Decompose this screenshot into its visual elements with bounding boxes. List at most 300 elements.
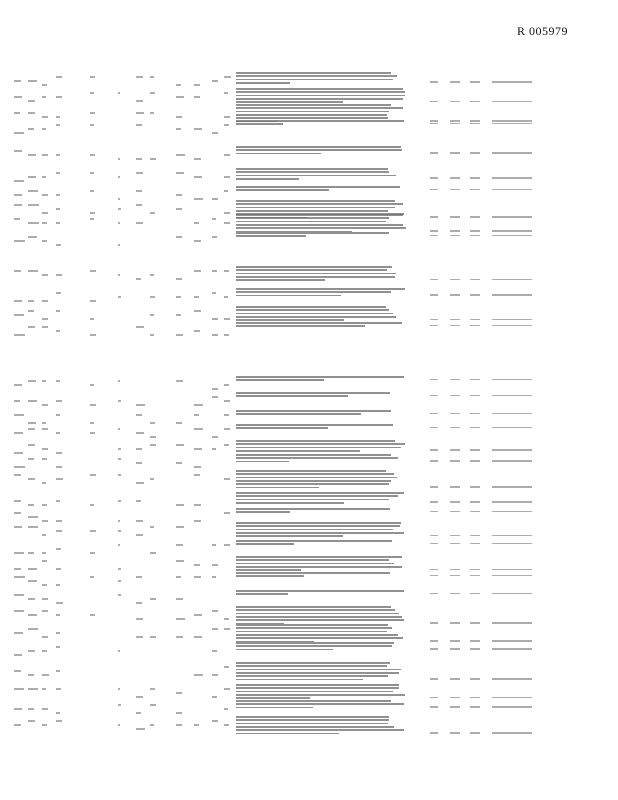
table-cell	[470, 622, 480, 624]
table-cell	[176, 618, 185, 620]
table-cell	[150, 274, 154, 276]
table-cell	[118, 580, 121, 582]
sequence-text-line	[236, 168, 388, 170]
table-cell	[212, 436, 218, 438]
table-cell	[56, 116, 60, 118]
table-cell	[56, 414, 60, 416]
table-cell	[90, 172, 94, 174]
table-cell	[136, 602, 142, 604]
table-cell	[136, 636, 143, 638]
table-cell	[42, 240, 47, 242]
table-cell	[194, 520, 201, 522]
table-cell	[224, 400, 230, 402]
table-cell	[224, 154, 230, 156]
table-cell	[28, 552, 34, 554]
sequence-text-line	[236, 88, 403, 90]
sequence-text-line	[236, 146, 401, 148]
table-cell	[430, 535, 438, 537]
table-cell	[28, 428, 35, 430]
table-cell	[56, 380, 60, 382]
table-cell	[430, 427, 438, 429]
table-cell	[14, 654, 22, 656]
table-cell	[56, 172, 60, 174]
table-cell	[430, 501, 438, 503]
sequence-text-line	[236, 410, 391, 412]
sequence-text-line	[236, 642, 394, 644]
table-cell	[470, 413, 480, 415]
table-cell	[212, 80, 218, 82]
table-cell	[28, 204, 39, 206]
table-cell	[450, 413, 460, 415]
table-cell	[430, 511, 438, 513]
table-cell	[56, 274, 62, 276]
table-cell	[90, 432, 95, 434]
table-cell	[450, 216, 460, 218]
table-cell	[90, 614, 95, 616]
table-cell	[136, 534, 143, 536]
sequence-text-line	[236, 522, 401, 524]
table-cell	[42, 326, 48, 328]
table-cell	[450, 460, 460, 462]
table-cell	[42, 688, 46, 690]
table-cell	[492, 101, 532, 103]
table-cell	[224, 76, 231, 78]
table-cell	[430, 189, 438, 191]
sequence-text-line	[236, 694, 405, 696]
table-cell	[28, 650, 35, 652]
sequence-text-line	[236, 117, 388, 119]
table-cell	[224, 124, 229, 126]
sequence-text-line	[236, 114, 387, 116]
table-cell	[430, 177, 438, 179]
table-cell	[14, 474, 21, 476]
table-cell	[470, 511, 480, 513]
table-cell	[56, 670, 60, 672]
table-cell	[194, 466, 201, 468]
sequence-text-line	[236, 291, 391, 293]
table-cell	[42, 552, 46, 554]
table-cell	[430, 123, 438, 125]
sequence-text-line	[236, 82, 290, 84]
table-cell	[118, 448, 121, 450]
table-cell	[14, 400, 20, 402]
table-cell	[176, 598, 183, 600]
table-cell	[42, 560, 47, 562]
table-cell	[176, 380, 183, 382]
sequence-text-line	[236, 566, 402, 568]
sequence-text-line	[236, 606, 391, 608]
table-cell	[470, 177, 480, 179]
table-cell	[150, 436, 156, 438]
table-cell	[136, 172, 143, 174]
sequence-text-line	[236, 691, 393, 693]
table-cell	[194, 564, 200, 566]
sequence-text-line	[236, 95, 405, 97]
sequence-text-line	[236, 616, 402, 618]
table-cell	[14, 632, 23, 634]
table-cell	[224, 296, 228, 298]
table-cell	[430, 152, 438, 154]
table-cell	[56, 76, 62, 78]
table-cell	[42, 504, 47, 506]
table-cell	[56, 712, 60, 714]
table-cell	[90, 124, 94, 126]
table-cell	[492, 413, 532, 415]
table-cell	[450, 569, 460, 571]
table-cell	[194, 474, 200, 476]
sequence-text-line	[236, 502, 344, 504]
table-cell	[430, 543, 438, 545]
table-cell	[42, 534, 46, 536]
sequence-text-line	[236, 543, 294, 545]
table-cell	[470, 81, 480, 83]
table-cell	[470, 235, 480, 237]
table-cell	[470, 593, 480, 595]
sequence-text-line	[236, 107, 403, 109]
sequence-text-line	[236, 593, 288, 595]
table-cell	[470, 395, 480, 397]
table-cell	[450, 294, 460, 296]
table-cell	[90, 576, 94, 578]
table-cell	[176, 462, 182, 464]
table-cell	[450, 706, 460, 708]
table-cell	[14, 112, 20, 114]
table-cell	[14, 724, 21, 726]
table-cell	[194, 674, 203, 676]
table-cell	[492, 486, 532, 488]
sequence-text-line	[236, 726, 394, 728]
table-cell	[430, 413, 438, 415]
sequence-text-line	[236, 75, 397, 77]
table-cell	[492, 511, 532, 513]
table-cell	[150, 478, 154, 480]
table-cell	[56, 124, 60, 126]
table-cell	[42, 610, 48, 612]
sequence-text-line	[236, 91, 405, 93]
sequence-text-line	[236, 235, 306, 237]
table-cell	[90, 504, 94, 506]
sequence-text-line	[236, 508, 390, 510]
table-cell	[118, 500, 121, 502]
table-cell	[28, 270, 38, 272]
table-cell	[118, 568, 121, 570]
table-cell	[470, 427, 480, 429]
table-cell	[136, 414, 142, 416]
table-cell	[90, 384, 94, 386]
table-cell	[470, 535, 480, 537]
sequence-text-line	[236, 624, 388, 626]
sequence-text-line	[236, 440, 395, 442]
table-cell	[194, 448, 202, 450]
table-cell	[28, 688, 38, 690]
table-cell	[28, 708, 34, 710]
table-cell	[470, 569, 480, 571]
table-cell	[42, 116, 48, 118]
table-cell	[56, 602, 63, 604]
table-cell	[224, 176, 230, 178]
sequence-text-line	[236, 319, 344, 321]
table-cell	[450, 535, 460, 537]
table-cell	[212, 696, 217, 698]
table-cell	[136, 222, 143, 224]
table-cell	[470, 678, 480, 680]
table-cell	[176, 576, 181, 578]
table-cell	[56, 452, 62, 454]
table-cell	[14, 80, 21, 82]
table-cell	[176, 422, 182, 424]
sequence-text-line	[236, 679, 363, 681]
table-cell	[470, 575, 480, 577]
table-cell	[224, 212, 230, 214]
sequence-text-line	[236, 723, 388, 725]
table-cell	[14, 96, 22, 98]
sequence-text-line	[236, 325, 365, 327]
table-cell	[224, 318, 230, 320]
table-cell	[470, 319, 480, 321]
table-cell	[14, 670, 21, 672]
sequence-text-line	[236, 288, 405, 290]
sequence-text-line	[236, 210, 388, 212]
table-cell	[56, 400, 62, 402]
sequence-text-line	[236, 227, 406, 229]
table-cell	[430, 294, 438, 296]
sequence-text-line	[236, 672, 399, 674]
table-cell	[492, 279, 532, 281]
table-cell	[42, 724, 47, 726]
sequence-text-line	[236, 72, 391, 74]
sequence-text-line	[236, 716, 389, 718]
table-cell	[212, 132, 218, 134]
table-cell	[492, 395, 532, 397]
table-cell	[56, 466, 62, 468]
table-cell	[212, 610, 218, 612]
sequence-text-line	[236, 634, 398, 636]
table-cell	[224, 384, 229, 386]
table-cell	[492, 189, 532, 191]
table-cell	[224, 618, 229, 620]
table-cell	[150, 334, 154, 336]
table-cell	[14, 334, 25, 336]
table-cell	[430, 593, 438, 595]
table-cell	[450, 648, 460, 650]
table-cell	[224, 512, 230, 514]
table-cell	[492, 706, 532, 708]
table-cell	[212, 388, 218, 390]
sequence-text-line	[236, 627, 392, 629]
table-cell	[90, 212, 95, 214]
table-cell	[450, 230, 460, 232]
table-cell	[14, 500, 21, 502]
table-cell	[56, 292, 61, 294]
table-cell	[450, 640, 460, 642]
sequence-text-line	[236, 631, 387, 633]
sequence-text-line	[236, 104, 391, 106]
table-cell	[118, 474, 121, 476]
table-cell	[14, 180, 24, 182]
table-cell	[90, 92, 94, 94]
table-cell	[212, 448, 216, 450]
table-cell	[28, 458, 34, 460]
table-cell	[224, 666, 229, 668]
table-cell	[42, 274, 48, 276]
table-cell	[118, 530, 121, 532]
table-cell	[118, 458, 121, 460]
table-cell	[492, 294, 532, 296]
table-cell	[176, 526, 184, 528]
table-cell	[450, 575, 460, 577]
table-cell	[430, 120, 438, 122]
table-cell	[28, 526, 38, 528]
table-cell	[42, 520, 48, 522]
table-cell	[492, 120, 532, 122]
table-cell	[450, 486, 460, 488]
table-cell	[470, 501, 480, 503]
table-cell	[470, 123, 480, 125]
table-cell	[136, 482, 144, 484]
table-cell	[492, 575, 532, 577]
table-cell	[492, 319, 532, 321]
table-cell	[28, 478, 35, 480]
table-cell	[194, 270, 201, 272]
table-cell	[450, 177, 460, 179]
table-cell	[56, 194, 60, 196]
table-cell	[28, 516, 38, 518]
table-cell	[14, 384, 22, 386]
table-cell	[492, 235, 532, 237]
sequence-text-line	[236, 707, 313, 709]
table-cell	[150, 158, 156, 160]
table-cell	[470, 325, 480, 327]
table-cell	[136, 728, 145, 730]
table-cell	[118, 92, 120, 94]
table-cell	[450, 81, 460, 83]
table-cell	[450, 697, 460, 699]
table-cell	[430, 279, 438, 281]
table-cell	[28, 310, 34, 312]
table-cell	[450, 678, 460, 680]
table-cell	[42, 194, 48, 196]
table-cell	[28, 504, 34, 506]
sequence-text-line	[236, 232, 389, 234]
sequence-text-line	[236, 529, 393, 531]
table-cell	[56, 568, 61, 570]
table-cell	[176, 194, 182, 196]
sequence-text-line	[236, 511, 290, 513]
table-cell	[136, 448, 142, 450]
sequence-text-line	[236, 483, 389, 485]
sequence-text-line	[236, 649, 333, 651]
table-cell	[430, 640, 438, 642]
table-cell	[492, 81, 532, 83]
table-cell	[56, 154, 60, 156]
table-cell	[470, 732, 480, 734]
table-cell	[42, 380, 46, 382]
table-cell	[118, 380, 120, 382]
table-cell	[430, 216, 438, 218]
table-cell	[28, 300, 34, 302]
table-cell	[176, 116, 182, 118]
sequence-text-line	[236, 224, 403, 226]
sequence-text-line	[236, 98, 403, 100]
sequence-text-line	[236, 178, 299, 180]
table-cell	[42, 128, 46, 130]
table-cell	[176, 724, 182, 726]
table-cell	[56, 646, 60, 648]
table-cell	[56, 478, 63, 480]
page-identifier: R 005979	[516, 24, 568, 38]
table-cell	[90, 154, 95, 156]
table-cell	[470, 152, 480, 154]
table-cell	[28, 112, 35, 114]
table-cell	[56, 432, 60, 434]
sequence-text-line	[236, 171, 389, 173]
table-cell	[14, 552, 24, 554]
table-cell	[150, 444, 156, 446]
table-cell	[118, 544, 120, 546]
table-cell	[492, 648, 532, 650]
table-cell	[42, 482, 46, 484]
table-cell	[56, 530, 62, 532]
table-cell	[450, 732, 460, 734]
table-cell	[176, 504, 184, 506]
table-cell	[150, 724, 154, 726]
table-cell	[42, 636, 48, 638]
table-cell	[430, 575, 438, 577]
sequence-text-line	[236, 637, 403, 639]
table-cell	[42, 428, 48, 430]
table-cell	[450, 152, 460, 154]
table-cell	[492, 216, 532, 218]
table-cell	[224, 414, 229, 416]
table-cell	[28, 444, 35, 446]
table-cell	[176, 692, 182, 694]
table-cell	[492, 535, 532, 537]
table-cell	[28, 80, 37, 82]
sequence-text-line	[236, 276, 395, 278]
table-cell	[28, 128, 34, 130]
sequence-text-line	[236, 221, 386, 223]
table-cell	[176, 84, 181, 86]
table-cell	[90, 422, 94, 424]
table-cell	[136, 618, 143, 620]
table-cell	[492, 678, 532, 680]
table-cell	[90, 404, 96, 406]
table-cell	[176, 154, 185, 156]
table-cell	[136, 76, 143, 78]
sequence-text-line	[236, 662, 390, 664]
sequence-text-line	[236, 123, 283, 125]
table-cell	[450, 235, 460, 237]
table-cell	[224, 478, 230, 480]
table-cell	[212, 544, 216, 546]
table-cell	[150, 314, 154, 316]
table-cell	[90, 76, 95, 78]
sequence-text-line	[236, 313, 393, 315]
table-cell	[224, 334, 229, 336]
table-cell	[42, 176, 46, 178]
table-cell	[450, 543, 460, 545]
table-cell	[150, 526, 154, 528]
sequence-text-line	[236, 214, 403, 216]
table-cell	[136, 326, 144, 328]
table-cell	[42, 212, 48, 214]
table-cell	[136, 190, 142, 192]
sequence-text-line	[236, 266, 392, 268]
table-cell	[42, 708, 48, 710]
table-cell	[194, 636, 202, 638]
table-cell	[492, 177, 532, 179]
table-cell	[118, 650, 120, 652]
